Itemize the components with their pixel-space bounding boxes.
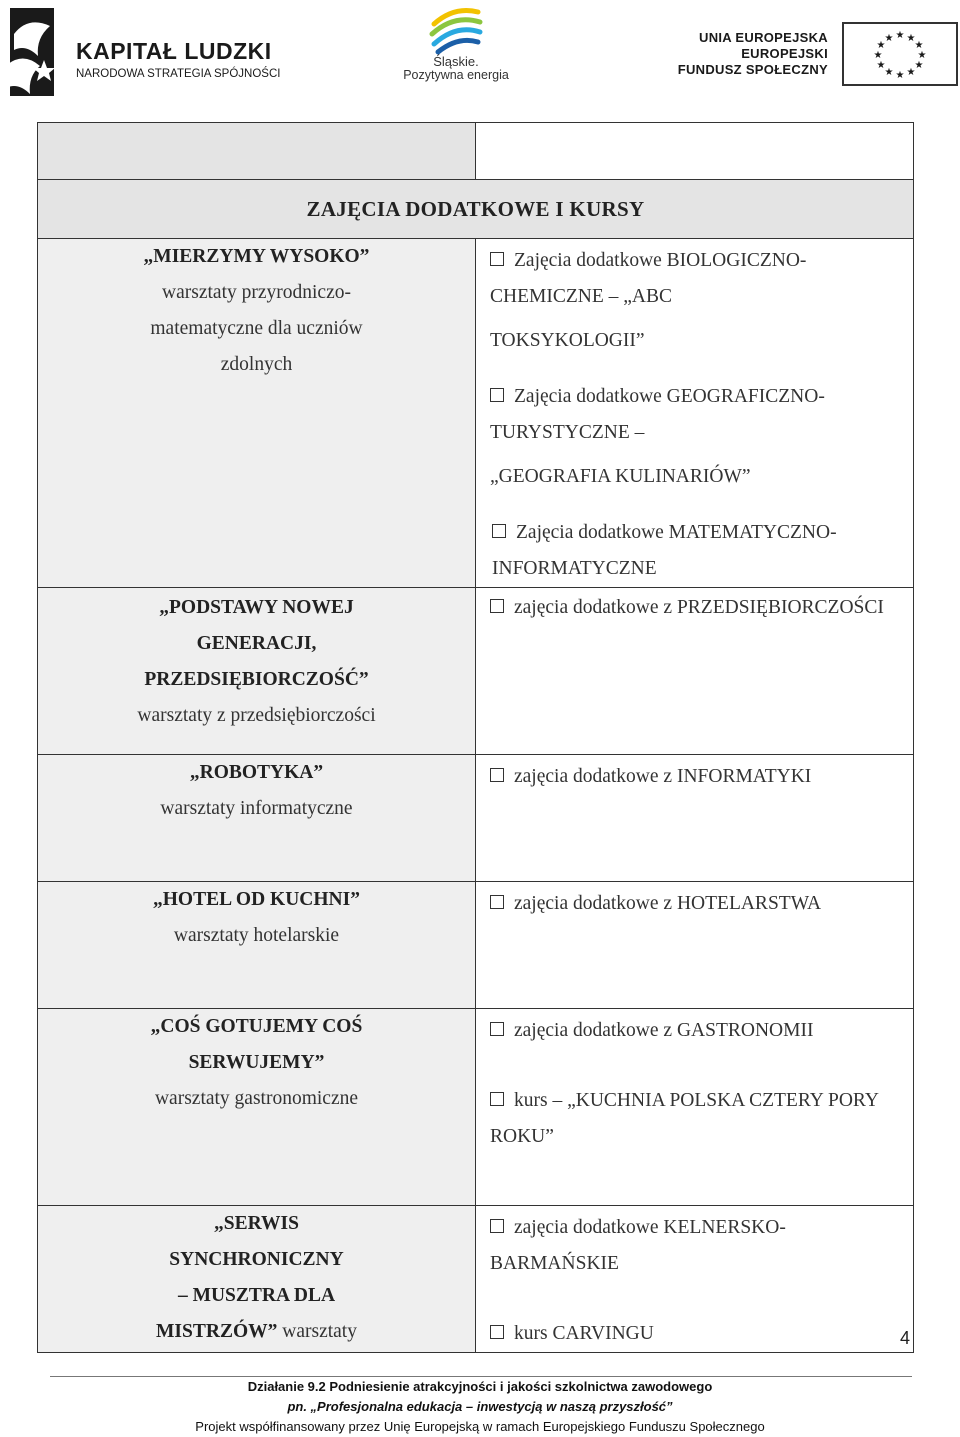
workshop-name-line: SERWUJEMY” [188, 1052, 325, 1073]
options-cell [476, 1206, 914, 1353]
option-label: zajęcia dodatkowe z GASTRONOMII [514, 1020, 814, 1041]
workshop-name-line: – MUSZTRA DLA [177, 1285, 336, 1306]
courses-table [37, 122, 914, 1353]
kapital-ludzki-logo [4, 4, 281, 100]
table-title: ZAJĘCIA DODATKOWE I KURSY [38, 180, 914, 239]
workshop-desc-line: warsztaty gastronomiczne [154, 1088, 359, 1109]
workshop-name: „HOTEL OD KUCHNI” [153, 889, 360, 910]
checkbox-icon[interactable] [490, 599, 504, 613]
eu-flag-icon [842, 22, 958, 86]
checkbox-icon[interactable] [490, 1092, 504, 1106]
workshop-desc-line: warsztaty hotelarskie [173, 925, 340, 946]
workshop-name-line: SYNCHRONICZNY [169, 1249, 344, 1270]
footer-line-2: pn. „Profesjonalna edukacja – inwestycją w naszą przyszłość” [287, 1399, 673, 1414]
option-label: zajęcia dodatkowe z PRZEDSIĘBIORCZOŚCI [514, 597, 884, 618]
option-label: Zajęcia dodatkowe GEOGRAFICZNO-TURYSTYCZNE – [490, 386, 825, 443]
checkbox-icon[interactable] [490, 252, 504, 266]
workshop-cell [38, 1206, 476, 1353]
checkbox-icon[interactable] [490, 768, 504, 782]
workshop-cell [38, 588, 476, 755]
slaskie-name: Śląskie. [433, 54, 479, 69]
workshop-name-last-line [38, 1314, 475, 1350]
page-number: 4 [899, 1328, 910, 1348]
workshop-desc-line: warsztaty z przedsiębiorczości [137, 705, 376, 726]
checkbox-icon[interactable] [490, 1219, 504, 1233]
svg-text:★: ★ [873, 50, 883, 61]
checkbox-icon[interactable] [490, 388, 504, 402]
eu-line-3: FUNDUSZ SPOŁECZNY [677, 62, 828, 77]
svg-text:★: ★ [906, 33, 916, 44]
workshop-name-line: MISTRZÓW” [156, 1321, 278, 1342]
table-row [38, 1206, 914, 1353]
table-row [38, 588, 914, 755]
slaskie-logo [396, 4, 516, 84]
table-row [38, 882, 914, 1009]
svg-text:★: ★ [876, 60, 886, 71]
svg-text:★: ★ [906, 67, 916, 78]
option-label: zajęcia dodatkowe z INFORMATYKI [514, 766, 812, 787]
header-right-cell [476, 123, 914, 180]
option-item[interactable] [476, 1316, 913, 1352]
options-cell [476, 1009, 914, 1206]
eu-logo-text [678, 30, 828, 78]
footer-divider [50, 1376, 912, 1377]
options-cell [476, 882, 914, 1009]
options-cell [476, 588, 914, 755]
svg-text:★: ★ [895, 30, 905, 41]
options-cell [476, 239, 914, 588]
workshop-desc-line: warsztaty [277, 1321, 357, 1342]
workshop-cell [38, 1009, 476, 1206]
option-label: zajęcia dodatkowe KELNERSKO-BARMAŃSKIE [490, 1217, 786, 1274]
workshop-name-line: PRZEDSIĘBIORCZOŚĆ” [144, 669, 369, 690]
svg-text:★: ★ [895, 70, 905, 81]
workshop-name: „ROBOTYKA” [189, 762, 324, 783]
checkbox-icon[interactable] [490, 1325, 504, 1339]
svg-text:★: ★ [876, 40, 886, 51]
workshop-cell [38, 882, 476, 1009]
option-item[interactable] [476, 1083, 913, 1155]
logo-bar [0, 0, 960, 110]
workshop-desc-line: zdolnych [220, 354, 293, 375]
svg-text:★: ★ [914, 40, 924, 51]
workshop-cell [38, 755, 476, 882]
slaskie-tagline: Pozytywna energia [403, 68, 509, 82]
option-label: Zajęcia dodatkowe BIOLOGICZNO-CHEMICZNE – „ABC [490, 250, 807, 307]
svg-text:★: ★ [884, 33, 894, 44]
checkbox-icon[interactable] [492, 524, 506, 538]
table-top-row [38, 123, 914, 180]
option-item[interactable] [476, 1210, 913, 1282]
eu-line-2: EUROPEJSKI [741, 46, 828, 61]
workshop-desc-line: matematyczne dla uczniów [150, 318, 363, 339]
checkbox-icon[interactable] [490, 895, 504, 909]
checkbox-icon[interactable] [490, 1022, 504, 1036]
workshop-desc-line: warsztaty przyrodniczo- [162, 282, 351, 303]
header-left-cell [38, 123, 476, 180]
kapital-ludzki-title: KAPITAŁ LUDZKI [76, 38, 272, 64]
eu-line-1: UNIA EUROPEJSKA [699, 30, 828, 45]
table-row [38, 239, 914, 588]
option-item[interactable] [476, 243, 913, 315]
workshop-name: „MIERZYMY WYSOKO” [143, 246, 370, 267]
footer-line-3: Projekt współfinansowany przez Unię Europejską w ramach Europejskiego Funduszu Społecznego [195, 1419, 765, 1434]
table-title-row [38, 180, 914, 239]
option-label: kurs CARVINGU [514, 1323, 654, 1344]
footer-line-1: Działanie 9.2 Podniesienie atrakcyjności i jakości szkolnictwa zawodowego [247, 1379, 713, 1394]
option-label-cont: TOKSYKOLOGII” [490, 330, 645, 351]
option-label-cont: „GEOGRAFIA KULINARIÓW” [490, 466, 751, 487]
svg-text:★: ★ [884, 67, 894, 78]
eu-logo [672, 22, 958, 88]
slaskie-waves-icon [426, 4, 486, 56]
workshop-name-line: „PODSTAWY NOWEJ [159, 597, 354, 618]
option-item[interactable] [476, 590, 913, 626]
kapital-ludzki-mark-icon [4, 4, 60, 100]
option-item[interactable] [476, 379, 913, 451]
workshop-cell [38, 239, 476, 588]
kapital-ludzki-subtitle: NARODOWA STRATEGIA SPÓJNOŚCI [76, 68, 281, 80]
option-item[interactable] [476, 759, 913, 795]
svg-text:★: ★ [914, 60, 924, 71]
option-label: zajęcia dodatkowe z HOTELARSTWA [514, 893, 822, 914]
option-item[interactable] [476, 886, 913, 922]
option-label: kurs – „KUCHNIA POLSKA CZTERY PORY ROKU” [490, 1090, 879, 1147]
workshop-desc-line: warsztaty informatyczne [160, 798, 353, 819]
workshop-name-line: „SERWIS [214, 1213, 299, 1234]
option-item[interactable] [476, 515, 913, 587]
svg-text:★: ★ [917, 50, 927, 61]
workshop-name-line: GENERACJI, [196, 633, 317, 654]
option-label: Zajęcia dodatkowe MATEMATYCZNO-INFORMATYCZNE [492, 522, 837, 579]
table-row [38, 755, 914, 882]
option-item[interactable] [476, 1013, 913, 1049]
workshop-name-line: „COŚ GOTUJEMY COŚ [150, 1016, 363, 1037]
options-cell [476, 755, 914, 882]
table-row [38, 1009, 914, 1206]
